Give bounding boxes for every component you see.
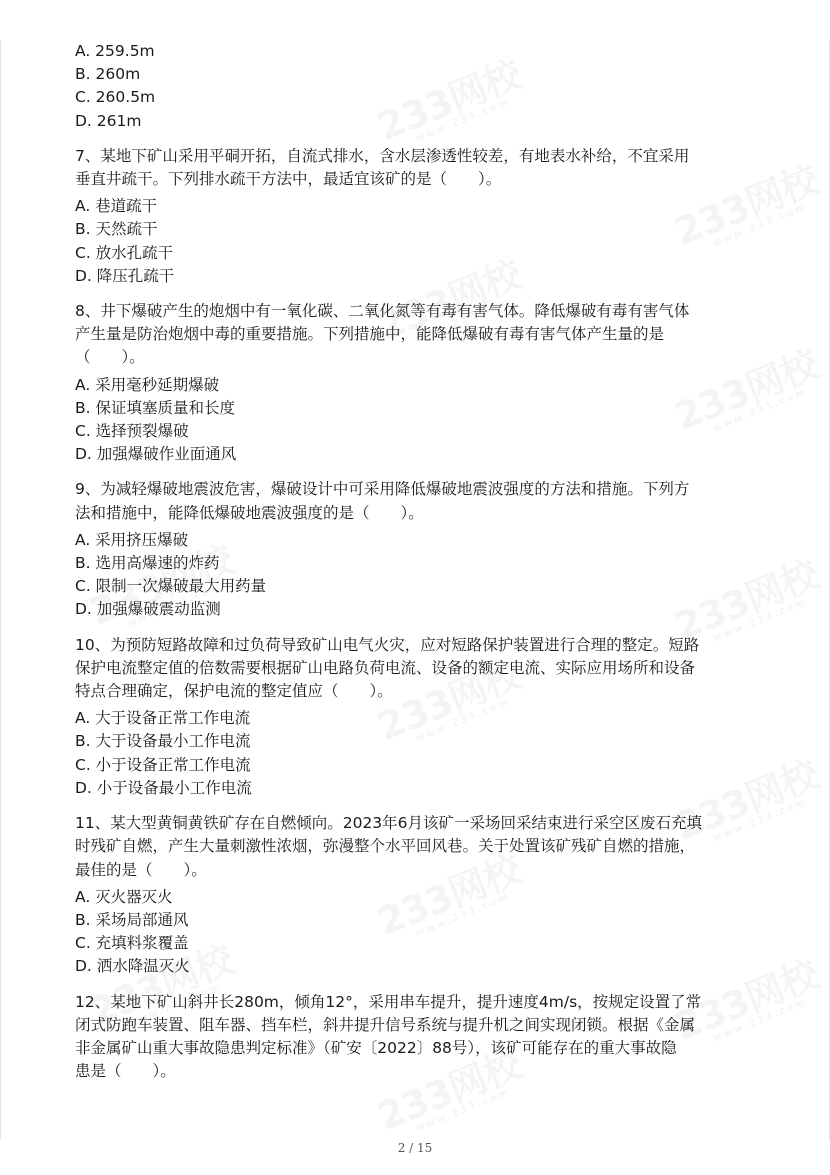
prev-question-options: [75, 40, 775, 133]
question-text: 9、为减轻爆破地震波危害，爆破设计中可采用降低爆破地震波强度的方法和措施。下列方: [75, 480, 690, 499]
option-d: D. 降压孔疏干: [75, 266, 175, 285]
option-c: C. 限制一次爆破最大用药量: [75, 577, 267, 596]
question-text: 最佳的是（ ）。: [75, 860, 207, 879]
option-a: A. 采用挤压爆破: [75, 530, 189, 549]
question-text: （ ）。: [75, 348, 145, 367]
page-border-left: [0, 40, 1, 1140]
option-d: D. 加强爆破作业面通风: [75, 445, 237, 464]
question-text: 产生量是防治炮烟中毒的重要措施。下列措施中，能降低爆破有毒有害气体产生量的是: [75, 325, 665, 344]
question-text: 保护电流整定值的倍数需要根据矿山电路负荷电流、设备的额定电流、实际应用场所和设备: [75, 658, 696, 677]
question-text: 闭式防跑车装置、阻车器、挡车栏，斜井提升信号系统与提升机之间实现闭锁。根据《金属: [75, 1015, 696, 1034]
question-text: 时残矿自燃，产生大量刺激性浓烟，弥漫整个水平回风巷。关于处置该矿残矿自燃的措施，: [75, 837, 696, 856]
question-9: [75, 478, 775, 621]
option-b: B. 大于设备最小工作电流: [75, 732, 251, 751]
option-c: C. 充填料浆覆盖: [75, 934, 189, 953]
option-d: D. 加强爆破震动监测: [75, 600, 221, 619]
question-text: 非金属矿山重大事故隐患判定标准》（矿安〔2022〕88号），该矿可能存在的重大事故隐: [75, 1038, 677, 1057]
question-text: 特点合理确定，保护电流的整定值应（ ）。: [75, 682, 393, 701]
page-indicator: 2 / 15: [397, 1141, 433, 1155]
option-a: A. 259.5m: [75, 42, 155, 60]
option-a: A. 灭火器灭火: [75, 887, 173, 906]
option-c: C. 放水孔疏干: [75, 243, 174, 262]
question-text: 患是（ ）。: [75, 1062, 176, 1081]
option-d: D. 261m: [75, 111, 142, 130]
option-d: D. 洒水降温灭火: [75, 957, 190, 976]
question-text: 法和措施中，能降低爆破地震波强度的是（ ）。: [75, 503, 424, 522]
question-10: [75, 634, 775, 800]
option-b: B. 选用高爆速的炸药: [75, 554, 220, 573]
option-a: A. 巷道疏干: [75, 197, 158, 216]
option-c: C. 小于设备正常工作电流: [75, 755, 251, 774]
option-c: C. 选择预裂爆破: [75, 422, 189, 441]
option-a: A. 采用毫秒延期爆破: [75, 375, 220, 394]
option-a: A. 大于设备正常工作电流: [75, 709, 251, 728]
question-text: 垂直井疏干。下列排水疏干方法中，最适宜该矿的是（ ）。: [75, 170, 502, 189]
option-b: B. 260m: [75, 65, 141, 84]
question-8: [75, 300, 775, 466]
option-b: B. 保证填塞质量和长度: [75, 398, 235, 417]
question-11: [75, 812, 775, 978]
option-b: B. 采场局部通风: [75, 910, 189, 929]
question-text: 11、某大型黄铜黄铁矿存在自燃倾向。2023年6月该矿一采场回采结束进行采空区废石充填: [75, 814, 703, 833]
question-text: 10、为预防短路故障和过负荷导致矿山电气火灾，应对短路保护装置进行合理的整定。短路: [75, 635, 700, 654]
question-12: [75, 991, 775, 1084]
question-text: 12、某地下矿山斜井长280m，倾角12°，采用串车提升，提升速度4m/s，按规定设置了常: [75, 992, 702, 1011]
option-b: B. 天然疏干: [75, 220, 158, 239]
option-c: C. 260.5m: [75, 88, 156, 107]
document-body: [75, 40, 775, 1083]
question-text: 7、某地下矿山采用平硐开拓，自流式排水，含水层渗透性较差，有地表水补给，不宜采用: [75, 146, 690, 165]
question-7: [75, 145, 775, 288]
question-text: 8、井下爆破产生的炮烟中有一氧化碳、二氧化氮等有毒有害气体。降低爆破有毒有害气体: [75, 302, 690, 321]
option-d: D. 小于设备最小工作电流: [75, 778, 252, 797]
